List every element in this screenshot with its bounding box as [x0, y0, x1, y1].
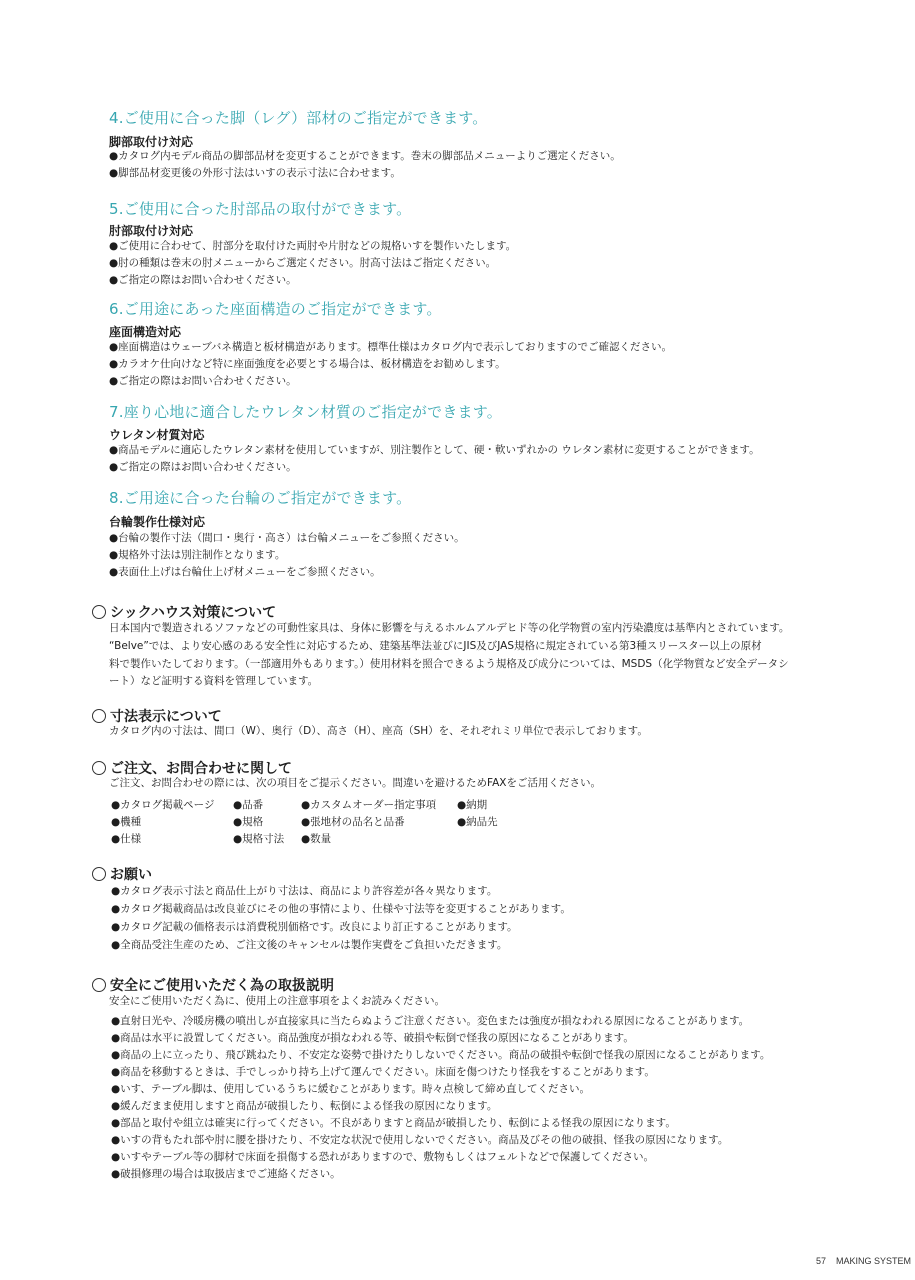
safety-line-5: ●いす、テーブル脚は、使用しているうちに緩むことがあります。時々点検して締め直してください。: [111, 1083, 591, 1095]
inquiry-item: ●張地材の品名と品番: [301, 816, 405, 828]
sickhouse-heading-text: シックハウス対策について: [110, 605, 277, 621]
safety-line-8: ●いすの背もたれ部や肘に腰を掛けたり、不安定な状況で使用しないでください。商品及びその他の破損、怪我の原因になります。: [111, 1134, 729, 1146]
section-4-line-1: ●カタログ内モデル商品の脚部品材を変更することができます。巻末の脚部品メニューよりご選定ください。: [109, 150, 621, 162]
section-5-line-2: ●肘の種類は巻末の肘メニューからご選定ください。肘高寸法はご指定ください。: [109, 257, 497, 269]
request-line-4: ●全商品受注生産のため、ご注文後のキャンセルは製作実費をご負担いただきます。: [111, 939, 508, 951]
section-7-subtitle: ウレタン材質対応: [109, 428, 205, 442]
safety-line-2: ●商品は水平に設置してください。商品強度が損なわれる等、破損や転倒で怪我の原因になることがあります。: [111, 1032, 634, 1044]
section-7-line-2: ●ご指定の際はお問い合わせください。: [109, 461, 297, 473]
sickhouse-line-4: ート）など証明する資料を管理しています。: [109, 675, 319, 687]
section-6-line-3: ●ご指定の際はお問い合わせください。: [109, 375, 297, 387]
section-5-subtitle: 肘部取付け対応: [109, 224, 194, 238]
sickhouse-line-3: 料で製作いたしております。（一部適用外もあります。）使用材料を照合できるよう規格及び成分については、MSDS（化学物質など安全データシ: [109, 658, 789, 670]
safety-line-1: ●直射日光や、冷暖房機の噴出しが直接家具に当たらぬようご注意ください。変色または強度が損なわれる原因になることがあります。: [111, 1015, 750, 1027]
inquiry-item: ●数量: [301, 833, 332, 845]
safety-line-4: ●商品を移動するときは、手でしっかり持ち上げて運んでください。床面を傷つけたり怪我をすることがあります。: [111, 1066, 655, 1078]
inquiry-item: ●規格寸法: [233, 833, 285, 845]
section-7-line-1: ●商品モデルに適応したウレタン素材を使用していますが、別注製作として、硬・軟いずれかの ウレタン素材に変更することができます。: [109, 444, 760, 456]
section-5-line-1: ●ご使用に合わせて、肘部分を取付けた両肘や片肘などの規格いすを製作いたします。: [109, 240, 517, 252]
section-6-line-1: ●座面構造はウェーブバネ構造と板材構造があります。標準仕様はカタログ内で表示しておりますのでご確認ください。: [109, 341, 673, 353]
section-8-line-1: ●台輪の製作寸法（間口・奥行・高さ）は台輪メニューをご参照ください。: [109, 532, 465, 544]
section-6-line-2: ●カラオケ仕向けなど特に座面強度を必要とする場合は、板材構造をお勧めします。: [109, 358, 506, 370]
inquiry-heading-text: ご注文、お問合わせに関して: [110, 761, 292, 777]
section-4-title: 4.ご使用に合った脚（レグ）部材のご指定ができます。: [109, 109, 488, 127]
section-8-line-3: ●表面仕上げは台輪仕上げ材メニューをご参照ください。: [109, 566, 381, 578]
section-7-title: 7.座り心地に適合したウレタン材質のご指定ができます。: [109, 403, 502, 421]
inquiry-item: ●品番: [233, 799, 264, 811]
request-heading: [92, 864, 152, 884]
inquiry-item: ●納品先: [457, 816, 498, 828]
request-line-2: ●カタログ掲載商品は改良並びにその他の事情により、仕様や寸法等を変更することがあります。: [111, 903, 571, 915]
dimensions-heading-text: 寸法表示について: [110, 709, 222, 725]
footer-label: MAKING SYSTEM: [836, 1256, 912, 1266]
request-line-3: ●カタログ記載の価格表示は消費税別価格です。改良により訂正することがあります。: [111, 921, 518, 933]
circle-bullet-icon: [92, 709, 106, 723]
section-5-title: 5.ご使用に合った肘部品の取付ができます。: [109, 200, 412, 218]
inquiry-item: ●機種: [111, 816, 142, 828]
circle-bullet-icon: [92, 978, 106, 992]
sickhouse-line-1: 日本国内で製造されるソファなどの可動性家具は、身体に影響を与えるホルムアルデヒド等の化学物質の室内汚染濃度は基準内とされています。: [109, 622, 790, 634]
safety-heading-text: 安全にご使用いただく為の取扱説明: [110, 978, 334, 994]
inquiry-item: ●納期: [457, 799, 488, 811]
inquiry-intro: ご注文、お問合わせの際には、次の項目をご提示ください。間違いを避けるためFAXをご活用ください。: [109, 777, 601, 789]
circle-bullet-icon: [92, 605, 106, 619]
safety-line-9: ●いすやテーブル等の脚材で床面を損傷する恐れがありますので、敷物もしくはフェルトなどで保護してください。: [111, 1151, 654, 1163]
safety-line-3: ●商品の上に立ったり、飛び跳ねたり、不安定な姿勢で掛けたりしないでください。商品の破損や転倒で怪我の原因になることがあります。: [111, 1049, 771, 1061]
sickhouse-line-2: “Belve”では、より安心感のある安全性に対応するため、建築基準法並びにJIS及びJAS規格に規定されている第3種スリースター以上の原材: [109, 640, 762, 652]
request-line-1: ●カタログ表示寸法と商品仕上がり寸法は、商品により許容差が各々異なります。: [111, 885, 498, 897]
safety-line-6: ●緩んだまま使用しますと商品が破損したり、転倒による怪我の原因になります。: [111, 1100, 498, 1112]
section-5-line-3: ●ご指定の際はお問い合わせください。: [109, 274, 297, 286]
request-heading-text: お願い: [110, 867, 152, 883]
inquiry-item: ●仕様: [111, 833, 142, 845]
page-number: 57: [816, 1256, 827, 1266]
safety-heading: [92, 975, 334, 995]
section-8-title: 8.ご用途に合った台輪のご指定ができます。: [109, 489, 412, 507]
circle-bullet-icon: [92, 761, 106, 775]
section-4-subtitle: 脚部取付け対応: [109, 135, 194, 149]
inquiry-item: ●規格: [233, 816, 264, 828]
circle-bullet-icon: [92, 867, 106, 881]
safety-line-10: ●破損修理の場合は取扱店までご連絡ください。: [111, 1168, 341, 1180]
section-6-subtitle: 座面構造対応: [109, 325, 182, 339]
safety-line-7: ●部品と取付や組立は確実に行ってください。不良がありますと商品が破損したり、転倒による怪我の原因になります。: [111, 1117, 676, 1129]
section-8-subtitle: 台輪製作仕様対応: [109, 515, 206, 529]
safety-intro: 安全にご使用いただく為に、使用上の注意事項をよくお読みください。: [109, 995, 445, 1007]
inquiry-item: ●カスタムオーダー指定事項: [301, 799, 437, 811]
dimensions-text: カタログ内の寸法は、間口（W）、奥行（D）、高さ（H）、座高（SH）を、それぞれミリ単位で表示しております。: [109, 725, 648, 737]
section-6-title: 6.ご用途にあった座面構造のご指定ができます。: [109, 300, 442, 318]
section-4-line-2: ●脚部品材変更後の外形寸法はいすの表示寸法に合わせます。: [109, 167, 401, 179]
section-8-line-2: ●規格外寸法は別注制作となります。: [109, 549, 286, 561]
inquiry-item: ●カタログ掲載ページ: [111, 799, 215, 811]
sickhouse-heading: [92, 602, 276, 622]
